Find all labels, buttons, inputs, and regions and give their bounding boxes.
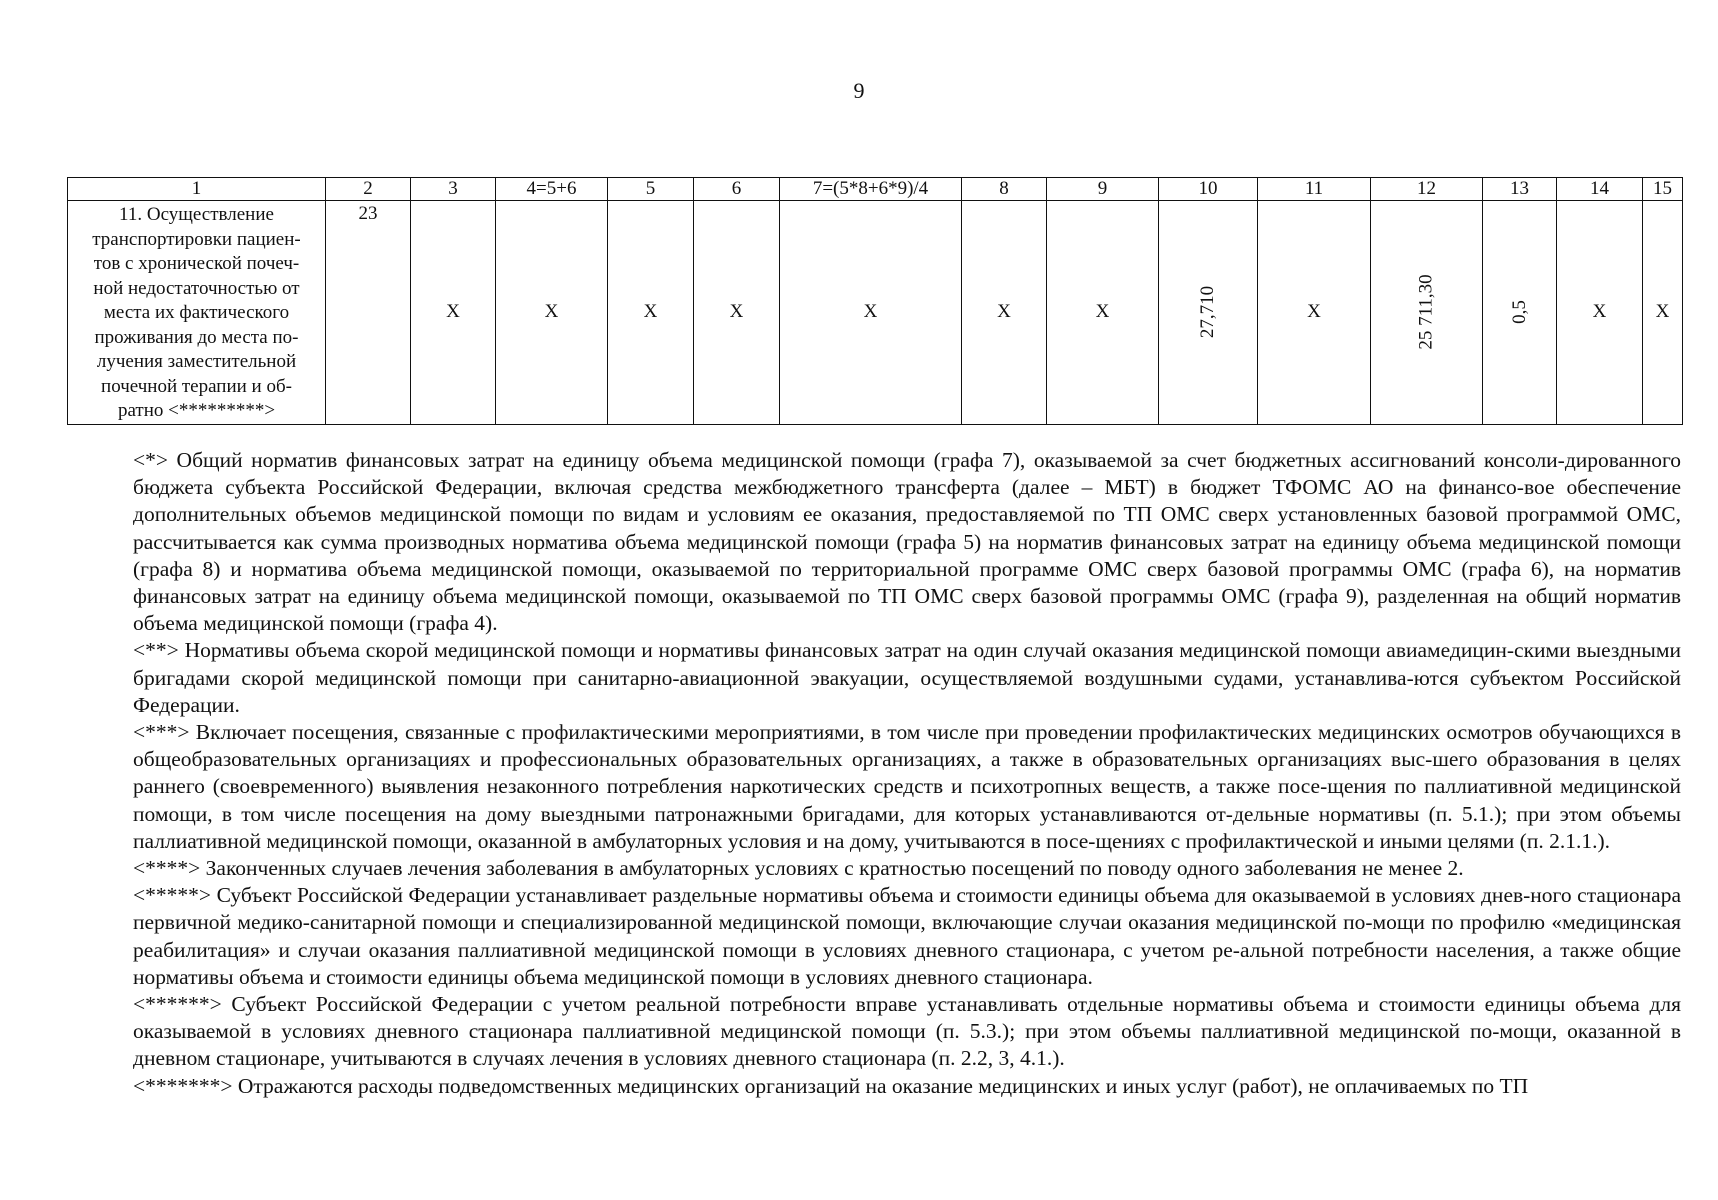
column-header: 2: [326, 178, 411, 201]
footnotes: [133, 447, 1681, 1100]
table-cell: Х: [962, 201, 1047, 425]
column-header: 10: [1159, 178, 1258, 201]
column-header: 7=(5*8+6*9)/4: [780, 178, 962, 201]
footnote: <*> Общий норматив финансовых затрат на единицу объема медицинской помощи (графа 7), оказываемой за счет бюджетных ассигнований консоли-дированного бюджета субъекта Российской Федерации, включая средства межбюджетного трансферта (далее – МБТ) в бюджет ТФОМС АО на финансо-вое обеспечение дополнительных объемов медицинской помощи по видам и условиям ее оказания, предоставляемой по ТП ОМС сверх установленных базовой программой ОМС, рассчитывается как сумма производных норматива объема медицинской помощи (графа 5) на норматив финансовых затрат на единицу объема медицинской помощи (графа 8) и норматива объема медицинской помощи, оказываемой по территориальной программе ОМС сверх базовой программы ОМС (графа 6), на норматив финансовых затрат на единицу объема медицинской помощи, оказываемой по ТП ОМС сверх базовой программы ОМС (графа 9), разделенная на общий норматив объема медицинской помощи (графа 4).: [133, 448, 1681, 636]
column-header: 13: [1483, 178, 1557, 201]
row-label: [68, 201, 326, 425]
column-header: 1: [68, 178, 326, 201]
table-cell: [1159, 201, 1258, 425]
column-header: 15: [1643, 178, 1683, 201]
table-cell: Х: [780, 201, 962, 425]
table-cell: Х: [1557, 201, 1643, 425]
row-label-line: места их фактического: [103, 302, 290, 323]
column-header: 5: [608, 178, 694, 201]
footnote: <*******> Отражаются расходы подведомственных медицинских организаций на оказание медицинских и иных услуг (работ), не оплачиваемых по ТП: [133, 1073, 1529, 1098]
row-label-line: 11. Осуществление: [119, 204, 274, 225]
table-row: [68, 201, 1683, 425]
column-header: 4=5+6: [496, 178, 608, 201]
footnote: <****> Законченных случаев лечения заболевания в амбулаторных условиях с кратностью посещений по поводу одного заболевания не менее 2.: [133, 856, 1464, 881]
row-label-line: тов с хронической почеч-: [93, 253, 300, 274]
vertical-value: 27,710: [1197, 286, 1218, 339]
column-header: 11: [1258, 178, 1371, 201]
column-header: 6: [694, 178, 780, 201]
column-header: 9: [1047, 178, 1159, 201]
row-label-line: транспортировки пациен-: [92, 228, 301, 250]
vertical-value: 0,5: [1508, 300, 1530, 325]
footnote: <**> Нормативы объема скорой медицинской помощи и нормативы финансовых затрат на один случай оказания медицинской помощи авиамедицин-скими выездными бригадами скорой медицинской помощи при санитарно-авиационной эвакуации, осуществляемой воздушными судами, устанавлива-ются субъектом Российской Федерации.: [133, 638, 1681, 717]
table-cell: Х: [496, 201, 608, 425]
column-header: 8: [962, 178, 1047, 201]
table-cell: Х: [1047, 201, 1159, 425]
column-header: 3: [411, 178, 496, 201]
column-header: 14: [1557, 178, 1643, 201]
footnote: <***> Включает посещения, связанные с профилактическими мероприятиями, в том числе при проведении профилактических медицинских осмотров обучающихся в общеобразовательных организациях и профессиональных образовательных организациях, а также в образовательных организациях выс-шего образования в целях раннего (своевременного) выявления незаконного потребления наркотических средств и психотропных веществ, а также посе-щения по паллиативной медицинской помощи, в том числе посещения на дому выездными патронажными бригадами, для которых устанавливаются от-дельные нормативы (п. 5.1.); при этом объемы паллиативной медицинской помощи, оказанной в амбулаторных условия и на дому, учитываются в посе-щениях с профилактической и иными целями (п. 2.1.1.).: [133, 720, 1681, 853]
table-cell: Х: [1258, 201, 1371, 425]
table-cell: Х: [411, 201, 496, 425]
footnote: <*****> Субъект Российской Федерации устанавливает раздельные нормативы объема и стоимости единицы объема для оказываемой в условиях днев-ного стационара первичной медико-санитарной помощи и специализированной медицинской помощи, включающие случаи оказания медицинской по-мощи по профилю «медицинская реабилитация» и случаи оказания паллиативной медицинской помощи в условиях дневного стационара, с учетом ре-альной потребности населения, а также общие нормативы объема и стоимости единицы объема медицинской помощи в условиях дневного стационара.: [133, 883, 1681, 989]
column-header: 12: [1371, 178, 1483, 201]
table-cell: Х: [608, 201, 694, 425]
row-label-line: проживания до места по-: [94, 326, 299, 348]
table-header-row: [68, 178, 1683, 201]
row-label-line: ратно <*********>: [117, 400, 276, 421]
norms-table: [67, 177, 1683, 425]
table-cell: [1483, 201, 1557, 425]
table-cell: [1371, 201, 1483, 425]
vertical-value: 25 711,30: [1415, 274, 1437, 350]
table-cell: 23: [326, 201, 411, 425]
table-cell: Х: [694, 201, 780, 425]
row-label-line: ной недостаточностью от: [93, 277, 300, 299]
footnote: <******> Субъект Российской Федерации с учетом реальной потребности вправе устанавливать отдельные нормативы объема и стоимости единицы объема для оказываемой в условиях дневного стационара паллиативной медицинской помощи (п. 5.3.); при этом объемы паллиативной медицинской по-мощи, оказанной в дневном стационаре, учитываются в случаях лечения в условиях дневного стационара (п. 2.2, 3, 4.1.).: [133, 992, 1681, 1071]
row-label-line: почечной терапии и об-: [101, 375, 292, 397]
row-label-line: лучения заместительной: [96, 351, 297, 372]
table-cell: Х: [1643, 201, 1683, 425]
page-number: 9: [853, 78, 865, 103]
